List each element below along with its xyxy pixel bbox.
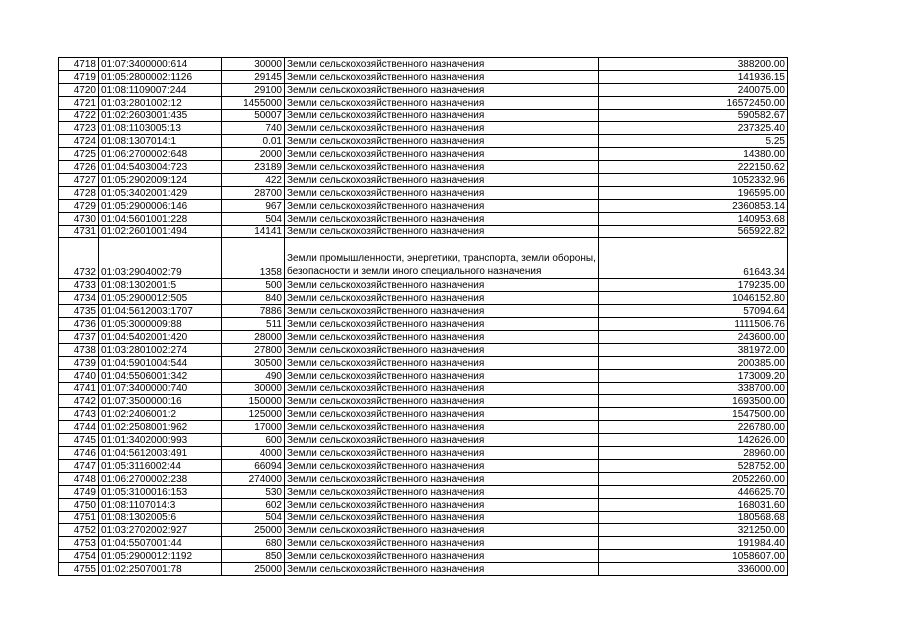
land-category-cell: Земли сельскохозяйственного назначения xyxy=(285,279,599,292)
land-category-cell: Земли сельскохозяйственного назначения xyxy=(285,395,599,408)
row-number-cell: 4719 xyxy=(59,70,99,83)
table-row xyxy=(59,148,788,161)
land-category-cell: Земли сельскохозяйственного назначения xyxy=(285,550,599,563)
row-number-cell: 4741 xyxy=(59,382,99,395)
land-category-cell: Земли сельскохозяйственного назначения xyxy=(285,58,599,71)
cadastral-value-cell: 5.25 xyxy=(599,135,788,148)
land-category-cell: Земли сельскохозяйственного назначения xyxy=(285,447,599,460)
row-number-cell: 4724 xyxy=(59,135,99,148)
cadastral-number-cell: 01:01:3402000:993 xyxy=(99,434,222,447)
area-cell: 28700 xyxy=(222,186,285,199)
cadastral-number-cell: 01:04:5601001:228 xyxy=(99,212,222,225)
cadastral-number-cell: 01:07:3400000:614 xyxy=(99,58,222,71)
area-cell: 422 xyxy=(222,174,285,187)
cadastral-value-cell: 142626.00 xyxy=(599,434,788,447)
area-cell: 66094 xyxy=(222,459,285,472)
land-category-cell: Земли сельскохозяйственного назначения xyxy=(285,511,599,524)
row-number-cell: 4722 xyxy=(59,109,99,122)
land-category-cell: Земли сельскохозяйственного назначения xyxy=(285,83,599,96)
area-cell: 17000 xyxy=(222,421,285,434)
cadastral-number-cell: 01:02:2507001:78 xyxy=(99,563,222,576)
cadastral-value-cell: 200385.00 xyxy=(599,356,788,369)
table-row xyxy=(59,212,788,225)
row-number-cell: 4747 xyxy=(59,459,99,472)
cadastral-number-cell: 01:05:3402001:429 xyxy=(99,186,222,199)
table-row xyxy=(59,485,788,498)
row-number-cell: 4721 xyxy=(59,96,99,109)
cadastral-value-cell: 528752.00 xyxy=(599,459,788,472)
cadastral-number-cell: 01:04:5612003:491 xyxy=(99,447,222,460)
row-number-cell: 4749 xyxy=(59,485,99,498)
document-page xyxy=(58,57,788,576)
cadastral-number-cell: 01:04:5403004:723 xyxy=(99,161,222,174)
cadastral-number-cell: 01:04:5506001:342 xyxy=(99,369,222,382)
table-row xyxy=(59,447,788,460)
cadastral-value-cell: 61643.34 xyxy=(599,238,788,279)
area-cell: 14141 xyxy=(222,225,285,238)
area-cell: 1455000 xyxy=(222,96,285,109)
row-number-cell: 4738 xyxy=(59,343,99,356)
land-category-cell: Земли сельскохозяйственного назначения xyxy=(285,343,599,356)
area-cell: 150000 xyxy=(222,395,285,408)
cadastral-number-cell: 01:02:2603001:435 xyxy=(99,109,222,122)
land-category-cell: Земли сельскохозяйственного назначения xyxy=(285,212,599,225)
table-row xyxy=(59,395,788,408)
table-row xyxy=(59,70,788,83)
table-row xyxy=(59,161,788,174)
row-number-cell: 4726 xyxy=(59,161,99,174)
cadastral-number-cell: 01:08:1109007:244 xyxy=(99,83,222,96)
area-cell: 602 xyxy=(222,498,285,511)
table-row xyxy=(59,318,788,331)
area-cell: 50007 xyxy=(222,109,285,122)
table-row xyxy=(59,434,788,447)
area-cell: 500 xyxy=(222,279,285,292)
cadastral-number-cell: 01:05:2900012:1192 xyxy=(99,550,222,563)
table-row xyxy=(59,238,788,279)
row-number-cell: 4751 xyxy=(59,511,99,524)
cadastral-value-cell: 243600.00 xyxy=(599,331,788,344)
cadastral-value-cell: 180568.68 xyxy=(599,511,788,524)
row-number-cell: 4753 xyxy=(59,537,99,550)
cadastral-number-cell: 01:06:2700002:238 xyxy=(99,472,222,485)
area-cell: 28000 xyxy=(222,331,285,344)
land-category-cell: Земли сельскохозяйственного назначения xyxy=(285,459,599,472)
land-category-cell: Земли сельскохозяйственного назначения xyxy=(285,434,599,447)
area-cell: 27800 xyxy=(222,343,285,356)
table-row xyxy=(59,550,788,563)
land-category-cell: Земли сельскохозяйственного назначения xyxy=(285,225,599,238)
cadastral-value-cell: 179235.00 xyxy=(599,279,788,292)
cadastral-value-cell: 240075.00 xyxy=(599,83,788,96)
cadastral-value-cell: 2360853.14 xyxy=(599,199,788,212)
cadastral-value-cell: 196595.00 xyxy=(599,186,788,199)
cadastral-value-cell: 14380.00 xyxy=(599,148,788,161)
table-row xyxy=(59,356,788,369)
land-category-cell: Земли сельскохозяйственного назначения xyxy=(285,174,599,187)
area-cell: 30000 xyxy=(222,382,285,395)
cadastral-number-cell: 01:06:2700002:648 xyxy=(99,148,222,161)
area-cell: 30000 xyxy=(222,58,285,71)
area-cell: 600 xyxy=(222,434,285,447)
area-cell: 967 xyxy=(222,199,285,212)
area-cell: 23189 xyxy=(222,161,285,174)
land-category-cell: Земли сельскохозяйственного назначения xyxy=(285,356,599,369)
cadastral-number-cell: 01:02:2508001:962 xyxy=(99,421,222,434)
area-cell: 511 xyxy=(222,318,285,331)
area-cell: 30500 xyxy=(222,356,285,369)
cadastral-value-cell: 57094.64 xyxy=(599,305,788,318)
row-number-cell: 4732 xyxy=(59,238,99,279)
land-category-cell: Земли сельскохозяйственного назначения xyxy=(285,472,599,485)
row-number-cell: 4725 xyxy=(59,148,99,161)
cadastral-number-cell: 01:02:2406001:2 xyxy=(99,408,222,421)
cadastral-value-cell: 381972.00 xyxy=(599,343,788,356)
row-number-cell: 4737 xyxy=(59,331,99,344)
area-cell: 2000 xyxy=(222,148,285,161)
land-category-cell: Земли сельскохозяйственного назначения xyxy=(285,537,599,550)
row-number-cell: 4744 xyxy=(59,421,99,434)
land-category-cell: Земли сельскохозяйственного назначения xyxy=(285,122,599,135)
cadastral-number-cell: 01:05:2902009:124 xyxy=(99,174,222,187)
table-row xyxy=(59,472,788,485)
cadastral-value-cell: 16572450.00 xyxy=(599,96,788,109)
cadastral-number-cell: 01:03:2904002:79 xyxy=(99,238,222,279)
table-row xyxy=(59,343,788,356)
cadastral-value-cell: 590582.67 xyxy=(599,109,788,122)
row-number-cell: 4750 xyxy=(59,498,99,511)
table-row xyxy=(59,279,788,292)
cadastral-value-cell: 1547500.00 xyxy=(599,408,788,421)
area-cell: 1358 xyxy=(222,238,285,279)
cadastral-value-cell: 191984.40 xyxy=(599,537,788,550)
table-row xyxy=(59,96,788,109)
area-cell: 7886 xyxy=(222,305,285,318)
cadastral-number-cell: 01:04:5507001:44 xyxy=(99,537,222,550)
land-category-cell: Земли сельскохозяйственного назначения xyxy=(285,408,599,421)
land-category-cell: Земли сельскохозяйственного назначения xyxy=(285,318,599,331)
land-category-cell: Земли сельскохозяйственного назначения xyxy=(285,485,599,498)
cadastral-value-cell: 1046152.80 xyxy=(599,292,788,305)
row-number-cell: 4740 xyxy=(59,369,99,382)
cadastral-number-cell: 01:08:1302001:5 xyxy=(99,279,222,292)
table-row xyxy=(59,292,788,305)
cadastral-number-cell: 01:02:2601001:494 xyxy=(99,225,222,238)
table-row xyxy=(59,135,788,148)
cadastral-number-cell: 01:07:3400000:740 xyxy=(99,382,222,395)
land-category-cell: Земли сельскохозяйственного назначения xyxy=(285,524,599,537)
row-number-cell: 4743 xyxy=(59,408,99,421)
cadastral-number-cell: 01:03:2801002:274 xyxy=(99,343,222,356)
area-cell: 840 xyxy=(222,292,285,305)
area-cell: 490 xyxy=(222,369,285,382)
cadastral-value-cell: 226780.00 xyxy=(599,421,788,434)
table-body xyxy=(59,58,788,576)
table-row xyxy=(59,408,788,421)
row-number-cell: 4729 xyxy=(59,199,99,212)
cadastral-value-cell: 565922.82 xyxy=(599,225,788,238)
cadastral-value-cell: 1058607.00 xyxy=(599,550,788,563)
land-category-cell: Земли сельскохозяйственного назначения xyxy=(285,135,599,148)
table-row xyxy=(59,563,788,576)
row-number-cell: 4728 xyxy=(59,186,99,199)
cadastral-value-cell: 321250.00 xyxy=(599,524,788,537)
cadastral-value-cell: 338700.00 xyxy=(599,382,788,395)
row-number-cell: 4739 xyxy=(59,356,99,369)
table-row xyxy=(59,331,788,344)
cadastral-number-cell: 01:05:3000009:88 xyxy=(99,318,222,331)
cadastral-number-cell: 01:04:5901004:544 xyxy=(99,356,222,369)
table-row xyxy=(59,199,788,212)
area-cell: 4000 xyxy=(222,447,285,460)
land-category-cell: Земли сельскохозяйственного назначения xyxy=(285,331,599,344)
cadastral-value-cell: 168031.60 xyxy=(599,498,788,511)
table-row xyxy=(59,524,788,537)
area-cell: 740 xyxy=(222,122,285,135)
table-row xyxy=(59,459,788,472)
area-cell: 504 xyxy=(222,212,285,225)
table-row xyxy=(59,498,788,511)
land-category-cell: Земли сельскохозяйственного назначения xyxy=(285,70,599,83)
land-category-cell: Земли сельскохозяйственного назначения xyxy=(285,109,599,122)
land-category-cell: Земли сельскохозяйственного назначения xyxy=(285,292,599,305)
area-cell: 504 xyxy=(222,511,285,524)
cadastral-value-cell: 140953.68 xyxy=(599,212,788,225)
land-category-cell: Земли промышленности, энергетики, транспорта, земли обороны, безопасности и земли иного специального назначения xyxy=(285,238,599,279)
cadastral-number-cell: 01:05:3100016:153 xyxy=(99,485,222,498)
table-row xyxy=(59,83,788,96)
cadastral-number-cell: 01:03:2702002:927 xyxy=(99,524,222,537)
cadastral-value-cell: 446625.70 xyxy=(599,485,788,498)
table-row xyxy=(59,58,788,71)
cadastral-number-cell: 01:05:3116002:44 xyxy=(99,459,222,472)
table-row xyxy=(59,421,788,434)
cadastral-value-cell: 173009.20 xyxy=(599,369,788,382)
land-category-cell: Земли сельскохозяйственного назначения xyxy=(285,498,599,511)
table-row xyxy=(59,382,788,395)
row-number-cell: 4752 xyxy=(59,524,99,537)
area-cell: 29100 xyxy=(222,83,285,96)
row-number-cell: 4723 xyxy=(59,122,99,135)
cadastral-number-cell: 01:04:5612003:1707 xyxy=(99,305,222,318)
row-number-cell: 4745 xyxy=(59,434,99,447)
cadastral-number-cell: 01:08:1107014:3 xyxy=(99,498,222,511)
area-cell: 530 xyxy=(222,485,285,498)
row-number-cell: 4755 xyxy=(59,563,99,576)
cadastral-value-cell: 388200.00 xyxy=(599,58,788,71)
row-number-cell: 4736 xyxy=(59,318,99,331)
land-category-cell: Земли сельскохозяйственного назначения xyxy=(285,305,599,318)
land-category-cell: Земли сельскохозяйственного назначения xyxy=(285,382,599,395)
row-number-cell: 4734 xyxy=(59,292,99,305)
cadastral-value-cell: 1052332.96 xyxy=(599,174,788,187)
table-row xyxy=(59,305,788,318)
area-cell: 680 xyxy=(222,537,285,550)
row-number-cell: 4720 xyxy=(59,83,99,96)
area-cell: 0.01 xyxy=(222,135,285,148)
row-number-cell: 4733 xyxy=(59,279,99,292)
land-category-cell: Земли сельскохозяйственного назначения xyxy=(285,96,599,109)
cadastral-number-cell: 01:05:2900006:146 xyxy=(99,199,222,212)
table-row xyxy=(59,109,788,122)
table-row xyxy=(59,186,788,199)
land-category-cell: Земли сельскохозяйственного назначения xyxy=(285,563,599,576)
cadastral-number-cell: 01:08:1302005:6 xyxy=(99,511,222,524)
land-category-cell: Земли сельскохозяйственного назначения xyxy=(285,148,599,161)
cadastral-value-cell: 1693500.00 xyxy=(599,395,788,408)
land-category-cell: Земли сельскохозяйственного назначения xyxy=(285,199,599,212)
cadastral-value-cell: 1111506.76 xyxy=(599,318,788,331)
row-number-cell: 4731 xyxy=(59,225,99,238)
row-number-cell: 4746 xyxy=(59,447,99,460)
cadastral-number-cell: 01:08:1103005:13 xyxy=(99,122,222,135)
cadastral-value-cell: 237325.40 xyxy=(599,122,788,135)
cadastral-number-cell: 01:08:1307014:1 xyxy=(99,135,222,148)
land-category-cell: Земли сельскохозяйственного назначения xyxy=(285,421,599,434)
area-cell: 29145 xyxy=(222,70,285,83)
table-row xyxy=(59,174,788,187)
row-number-cell: 4718 xyxy=(59,58,99,71)
table-row xyxy=(59,122,788,135)
area-cell: 125000 xyxy=(222,408,285,421)
cadastral-number-cell: 01:07:3500000:16 xyxy=(99,395,222,408)
row-number-cell: 4748 xyxy=(59,472,99,485)
land-category-cell: Земли сельскохозяйственного назначения xyxy=(285,369,599,382)
table-row xyxy=(59,511,788,524)
land-category-cell: Земли сельскохозяйственного назначения xyxy=(285,161,599,174)
row-number-cell: 4754 xyxy=(59,550,99,563)
cadastral-number-cell: 01:05:2800002:1126 xyxy=(99,70,222,83)
row-number-cell: 4730 xyxy=(59,212,99,225)
cadastral-value-cell: 222150.62 xyxy=(599,161,788,174)
row-number-cell: 4742 xyxy=(59,395,99,408)
area-cell: 274000 xyxy=(222,472,285,485)
area-cell: 850 xyxy=(222,550,285,563)
area-cell: 25000 xyxy=(222,524,285,537)
land-plot-table xyxy=(58,57,788,576)
row-number-cell: 4735 xyxy=(59,305,99,318)
table-row xyxy=(59,369,788,382)
table-row xyxy=(59,225,788,238)
cadastral-value-cell: 28960.00 xyxy=(599,447,788,460)
land-category-cell: Земли сельскохозяйственного назначения xyxy=(285,186,599,199)
cadastral-value-cell: 141936.15 xyxy=(599,70,788,83)
cadastral-number-cell: 01:03:2801002:12 xyxy=(99,96,222,109)
cadastral-value-cell: 2052260.00 xyxy=(599,472,788,485)
row-number-cell: 4727 xyxy=(59,174,99,187)
cadastral-number-cell: 01:04:5402001:420 xyxy=(99,331,222,344)
cadastral-number-cell: 01:05:2900012:505 xyxy=(99,292,222,305)
area-cell: 25000 xyxy=(222,563,285,576)
cadastral-value-cell: 336000.00 xyxy=(599,563,788,576)
table-row xyxy=(59,537,788,550)
